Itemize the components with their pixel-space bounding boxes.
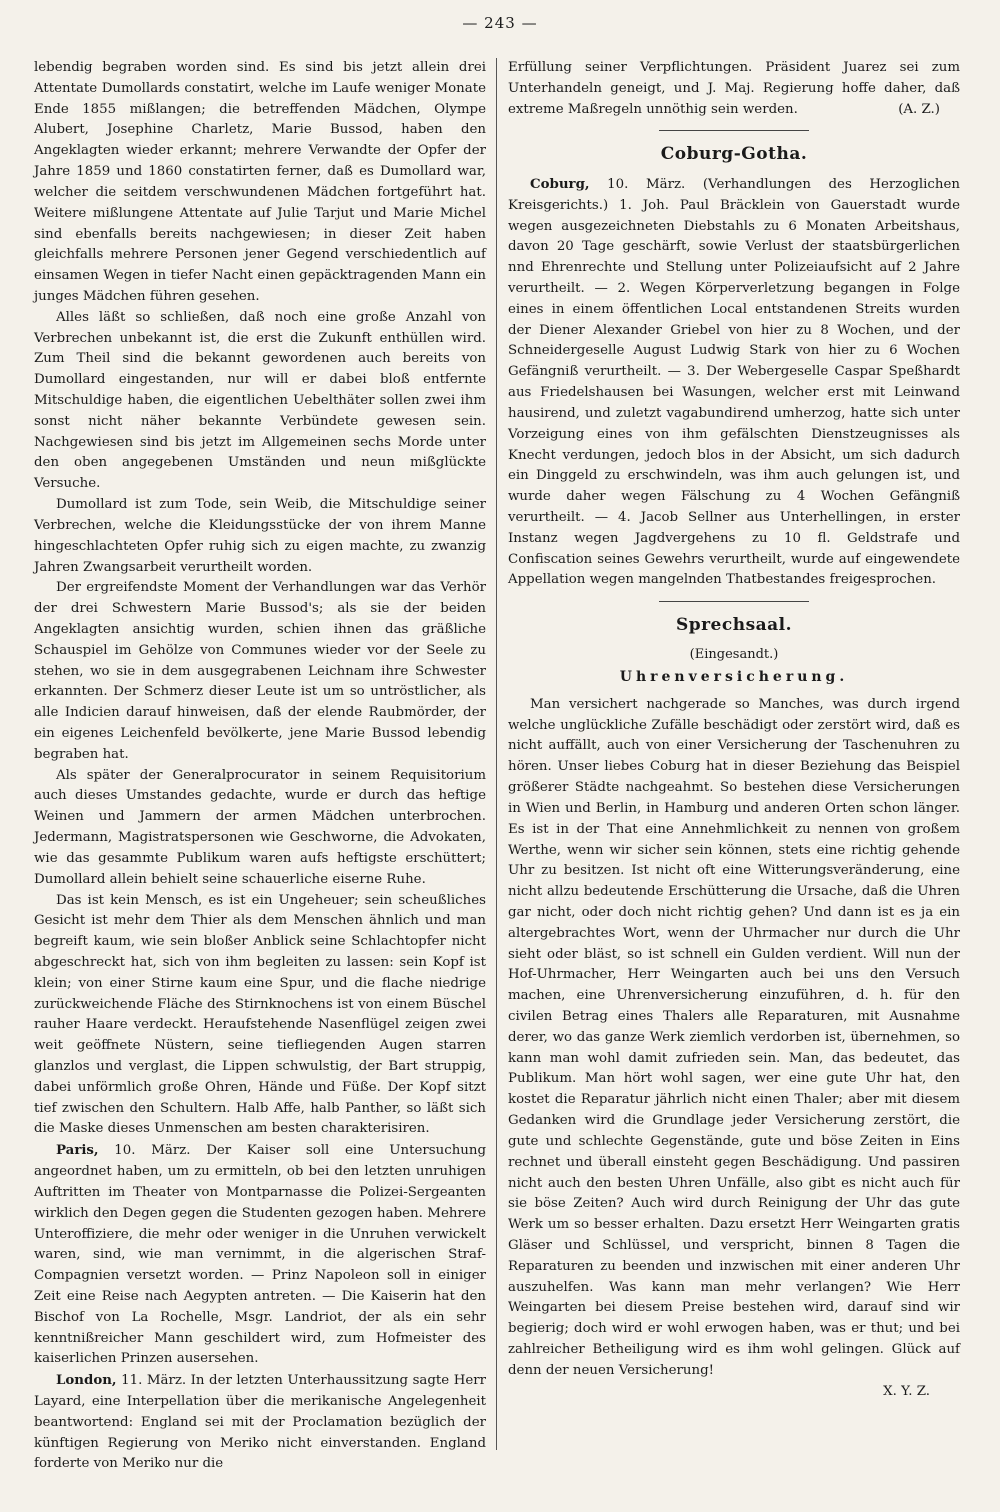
page-number: — 243 — <box>462 14 538 32</box>
right-column <box>508 58 960 1402</box>
section-subheading: (Eingesandt.) <box>689 646 779 662</box>
paragraph: lebendig begraben worden sind. Es sind bis jetzt allein drei Attentate Dumollards constatirt, welche im Laufe weniger Monate Ende 1855 mißlangen; die betreffenden Mädchen, Olympe Alubert, Josephine Charletz, Marie Bussod, haben den Angeklagten wieder erkannt; mehrere Verwandte der Opfer der Jahre 1859 und 1860 constatirten ferner, daß es Dumollard war, welcher die seitdem verschwundenen Mädchen fortgeführt hat. Weitere mißlungene Attentate auf Julie Tarjut und Marie Michel sind ebenfalls bereits nachgewiesen; in dieser Zeit haben gleichfalls mehrere Personen jener Gegend verschiedentlich auf einsamen Wegen in tiefer Nacht einen gepäcktragenden Mann ein junges Mädchen führen gesehen. <box>34 60 486 304</box>
news-item-paris <box>34 1140 486 1370</box>
news-text: (Verhandlungen des Herzoglichen Kreisgerichts.) 1. Joh. Paul Bräcklein von Gauerstadt wurde wegen ausgezeichneten Diebstahls zu 6 Monaten Arbeitshaus, davon 20 Tage geschärft, sowie Verlust der staatsbürgerlichen nnd Ehrenrechte und Stellung unter Polizeiaufsicht auf 2 Jahre verurtheilt. — 2. Wegen Körperverletzung begangen in Folge eines in einem öffentlichen Local entstandenen Streits wurden der Diener Alexander Griebel von hier zu 8 Wochen, und der Schneidergeselle August Ludwig Stark von hier zu 6 Wochen Gefängniß verurtheilt. — 3. Der Webergeselle Caspar Speßhardt aus Friedelshausen bei Wasungen, welcher erst mit Leinwand hausirend, und zuletzt vagabundirend umherzog, hatte sich unter Vorzeigung eines von ihm gefälschten Dienstzeugnisses als Knecht verdungen, jedoch blos in der Absicht, um sich dadurch ein Dinggeld zu erschwindeln, was ihm auch gelungen ist, und wurde daher wegen Fälschung zu 4 Wochen Gefängniß verurtheilt. — 4. Jacob Sellner aus Unterhellingen, in erster Instanz wegen Jagdvergehens zu 10 fl. Geldstrafe und Confiscation seines Gewehrs verurtheilt, wurde auf eingewendete Appellation wegen mangelnden Thatbestandes freigesprochen. <box>508 176 960 588</box>
source-signature: (A. Z.) <box>898 101 940 117</box>
continuation-paragraph <box>508 58 960 120</box>
dateline-date: 11. März. <box>121 1373 187 1389</box>
dateline-date: 10. März. <box>607 176 686 192</box>
news-item-coburg <box>508 174 960 591</box>
paragraph: Das ist kein Mensch, es ist ein Ungeheuer; sein scheußliches Gesicht ist mehr dem Thier als dem Menschen ähnlich und man begreift kaum, wie sein bloßer Anblick seine Schlachtopfer nicht abgeschreckt hat, sich von ihm begleiten zu lassen: sein Kopf ist klein; von einer Stirne kaum eine Spur, und die flache niedrige zurückweichende Fläche des Stirnknochens ist von einem Büschel rauher Haare verdeckt. Heraufstehende Nasenflügel zeigen zwei weit geöffnete Nüstern, seine tiefliegenden Augen starren glanzlos und verglast, die Lippen schwulstig, der Bart struppig, dabei unförmlich große Ohren, Hände und Füße. Der Kopf sitzt tief zwischen den Schultern. Halb Affe, halb Panther, so läßt sich die Maske dieses Unmenschen am besten charakterisiren. <box>34 892 486 1137</box>
column-divider <box>496 58 497 1450</box>
continuation-text: Erfüllung seiner Verpflichtungen. Präsident Juarez sei zum Unterhandeln geneigt, und J. Maj. Regierung hoffe daher, daß extreme Maßregeln unnöthig sein werden. <box>508 60 960 117</box>
article-signature: X. Y. Z. <box>883 1383 930 1399</box>
news-text: In der letzten Unterhaussitzung sagte Herr Layard, eine Interpellation über die merikanische Angelegenheit beantwortend: England sei mit der Proclamation bezüglich der künftigen Regierung von Meriko nicht einverstanden. England forderte von Meriko nur die <box>34 1373 486 1472</box>
dateline-place: Paris, <box>56 1142 99 1159</box>
section-divider <box>659 601 809 602</box>
section-heading-sprechsaal: Sprechsaal. <box>675 615 793 636</box>
dateline-place: Coburg, <box>530 175 590 192</box>
paragraph: Der ergreifendste Moment der Verhandlungen war das Verhör der drei Schwestern Marie Bussod's; als sie der beiden Angeklagten ansichtig wurden, schien ihnen das gräßliche Schauspiel im Gehölze von Communes wieder vor der Seele zu stehen, wo sie in dem ausgegrabenen Leichnam ihre Schwester erkannten. Der Schmerz dieser Leute ist um so untröstlicher, als alle Indicien darauf hinweisen, daß der elende Raubmörder, der ein eigenes Leichenfeld bevölkerte, jene Marie Bussod lebendig begraben hat. <box>34 580 486 762</box>
article-body: Man versichert nachgerade so Manches, was durch irgend welche unglückliche Zufälle beschädigt oder zerstört wird, daß es nicht auffällt, auch von einer Versicherung der Taschenuhren zu hören. Unser liebes Coburg hat in dieser Beziehung das Beispiel größerer Städte nachgeahmt. So bestehen diese Versicherungen in Wien und Berlin, in Hamburg und anderen Orten schon länger. Es ist in der That eine Annehmlichkeit zu nennen von großem Werthe, wenn wir sicher sein können, stets eine richtig gehende Uhr zu besitzen. Ist nicht oft eine Witterungsveränderung, eine nicht allzu bedeutende Erschütterung die Ursache, daß die Uhren gar nicht, oder doch nicht richtig gehen? Und dann ist es ja ein altergebrachtes Wort, wenn der Uhrmacher nur durch die Uhr sieht oder bläst, so ist schnell ein Gulden verdient. Will nun der Hof-Uhrmacher, Herr Weingarten auch bei uns den Versuch machen, eine Uhrenversicherung einzuführen, d. h. für den civilen Betrag eines Thalers alle Reparaturen, mit Ausnahme derer, wo das ganze Werk ziemlich verdorben ist, übernehmen, so kann man wohl damit zufrieden sein. Man, das bedeutet, das Publikum. Man hört wohl sagen, wer eine gute Uhr hat, den kostet die Reparatur jährlich nicht einen Thaler; aber mit diesem Gedanken wird die Grundlage jeder Versicherung zerstört, die gute und schlechte Gegenstände, gute und böse Zeiten in Eins rechnet und überall einsteht gegen Beschädigung. Und passiren nicht auch den besten Uhren Unfälle, also gibt es nicht auch für sie böse Zeiten? Auch wird durch Reinigung der Uhr das gute Werk um so besser erhalten. Dazu ersetzt Herr Weingarten gratis Gläser und Schlüssel, und verspricht, binnen 8 Tagen die Reparaturen zu beenden und inzwischen mit einer anderen Uhr auszuhelfen. Was kann man mehr verlangen? Wie Herr Weingarten bei diesem Preise bestehen wird, darauf sind wir begierig; doch wird er wohl erwogen haben, was er thut; und bei zahlreicher Betheiligung wird es ihm wohl gelingen. Glück auf denn der neuen Versicherung! <box>508 696 960 1378</box>
news-text: Der Kaiser soll eine Untersuchung angeordnet haben, um zu ermitteln, ob bei den letzten unruhigen Auftritten im Theater von Montparnasse die Polizei-Sergeanten wirklich den Degen gegen die Studenten gezogen haben. Mehrere Unteroffiziere, die mehr oder weniger in die Unruhen verwickelt waren, sind, wie man vernimmt, in die algerischen Straf-Compagnien versetzt worden. — Prinz Napoleon soll in einiger Zeit eine Reise nach Aegypten antreten. — Die Kaiserin hat den Bischof von La Rochelle, Msgr. Landriot, der als ein sehr kenntnißreicher Mann geschildert wird, zum Hofmeister des kaiserlichen Prinzen ausersehen. <box>34 1143 487 1367</box>
dateline-place: London, <box>56 1372 117 1389</box>
paragraph: Alles läßt so schließen, daß noch eine große Anzahl von Verbrechen unbekannt ist, die erst die Zukunft enthüllen wird. Zum Theil sind die bekannt gewordenen auch bereits von Dumollard eingestanden, nur will er dabei bloß entfernte Mitschuldige haben, die eigentlichen Uebelthäter sollen zwei ihm sonst nicht näher bekannte Verbündete gewesen sein. Nachgewiesen sind bis jetzt im Allgemeinen sechs Morde unter den oben angegebenen Umständen und neun mißglückte Versuche. <box>34 309 486 492</box>
article-title: Uhrenversicherung. <box>619 668 849 685</box>
section-divider <box>659 130 809 131</box>
news-item-london <box>34 1370 486 1475</box>
dateline-date: 10. März. <box>114 1143 191 1159</box>
section-heading-coburg-gotha: Coburg-Gotha. <box>660 144 808 165</box>
paragraph: Dumollard ist zum Tode, sein Weib, die Mitschuldige seiner Verbrechen, welche die Kleidungsstücke der von ihrem Manne hingeschlachteten Opfer ruhig sich zu eigen machte, zu zwanzig Jahren Zwangsarbeit verurtheilt worden. <box>34 497 486 575</box>
paragraph: Als später der Generalprocurator in seinem Requisitorium auch dieses Umstandes gedachte, wurde er durch das heftige Weinen und Jammern der armen Mädchen unterbrochen. Jedermann, Magistratspersonen wie Geschworne, die Advokaten, wie das gesammte Publikum waren aufs heftigste erschüttert; Dumollard allein behielt seine schauerliche eiserne Ruhe. <box>34 767 486 887</box>
left-column <box>34 58 486 1475</box>
